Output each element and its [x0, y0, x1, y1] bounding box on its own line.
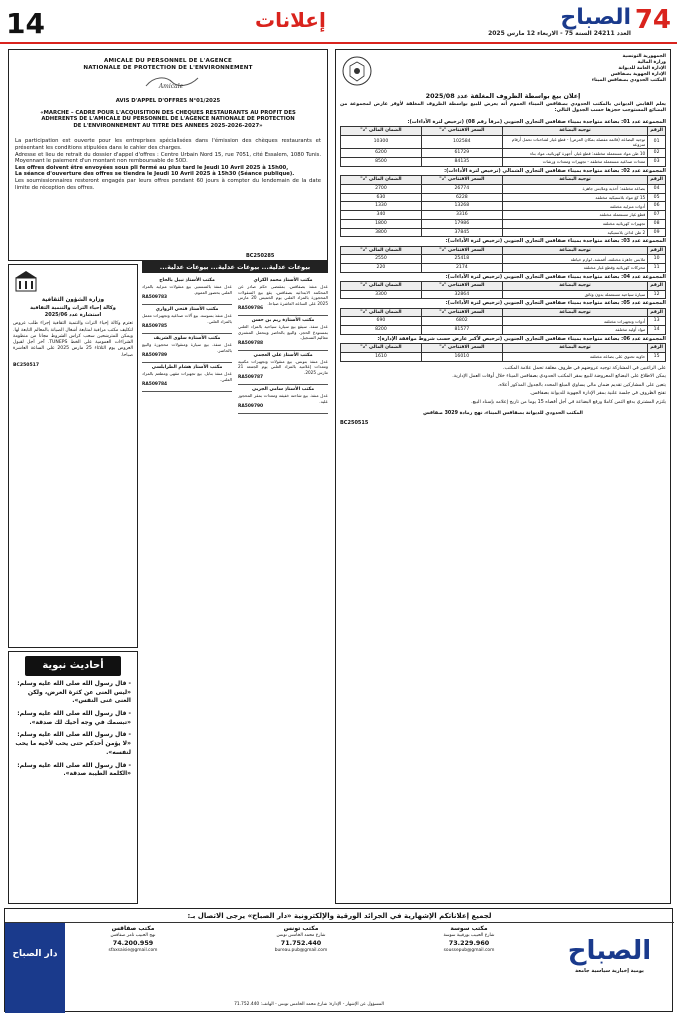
dar-assabah-logo: [5, 923, 65, 1013]
tender-note: يتعين على المشاركين تقديم ضمان مالي يساوي المبلغ المحدد بالجدول المذكور أعلاه.: [497, 382, 666, 388]
guarantee-amount: 1610: [341, 352, 422, 361]
lot-number: 10: [648, 255, 666, 264]
tender-note: على الراغبين في المشاركة توجيه عروضهم في ظروف مغلقة تحمل علامة المكتب.: [502, 365, 666, 371]
ministry-logo: [13, 268, 133, 297]
footer-bottom-line: المسؤول عن الإشهار - الإدارة: شارع محمد الخامس تونس - الهاتف: 71.752.440: [234, 1002, 384, 1007]
opening-price: 61729: [421, 149, 502, 158]
judicial-notice: [142, 276, 232, 305]
judicial-notice: [142, 305, 232, 334]
tender-note: يمكن الاطلاع على البضائع المعروضة للبيع بمقر المكتب الحدودي بصفاقس الميناء خلال أوقات العمل الإدارية.: [452, 374, 666, 380]
lot-number: 15: [648, 352, 666, 361]
lot-description: 2 طن لدائن بلاستيكية: [502, 228, 647, 237]
guarantee-amount: 690: [341, 317, 422, 326]
hadith-item: - قال رسول الله صلى الله عليه وسلم: «الكلمة الطيبة صدقة».: [17, 761, 131, 778]
page-footer: [4, 908, 673, 1012]
judicial-notice: [238, 351, 328, 386]
notice-body: عدل منفذ. سيقع بيع سيارة سياحية بالمزاد العلني بمستودع الحجز، والبيع بالحاضر ويتحمل المشتري معاليم التسجيل.: [238, 324, 328, 341]
lot-description: بضاعة مختلفة: أحذية وملابس جاهزة: [502, 184, 647, 193]
table-row: [341, 184, 666, 193]
opening-price: 3316: [421, 211, 502, 220]
column-header: السعر الافتتاحي "د": [421, 344, 502, 353]
agency-name: وكالة إحياء التراث والتنمية الثقافية: [30, 304, 116, 311]
section-title: إعلانات: [255, 8, 326, 32]
lot-number: 02: [648, 149, 666, 158]
column-header: السعر الافتتاحي "د": [421, 246, 502, 255]
group-label: المجموعة عدد 02: بضاعة متواجدة بميناء صفاقس التجاري الشمالي (ترخيص لترة الأداءات):: [444, 167, 666, 174]
table-row: [341, 149, 666, 158]
table-row: [341, 228, 666, 237]
ad-reference: BC250517: [13, 362, 40, 368]
lot-number: 05: [648, 193, 666, 202]
table-header-row: [341, 127, 666, 136]
issuer-line: وزارة المالية: [637, 59, 666, 65]
judicial-notice: [142, 363, 232, 392]
judicial-notice: [238, 316, 328, 351]
french-tender-ad: [8, 49, 328, 261]
office-phone: 74.200.959: [112, 939, 154, 948]
lots-table: [340, 175, 666, 237]
lot-description: محركات كهربائية وقطع غيار مختلفة: [502, 264, 647, 273]
notice-title: مكتب الأستاذ هشام الطرابلسي: [151, 364, 223, 370]
ad-reference: BC250285: [246, 253, 275, 259]
group-label: المجموعة عدد 01: بضاعة متواجدة بميناء صفاقس التجاري الجنوبي (مرفأ رقم 08) (ترخيص لترة الأداءات):: [407, 118, 666, 125]
notice-reference: RA509785: [142, 324, 168, 330]
office-email[interactable]: sfaxsaisie@gmail.com: [108, 947, 158, 953]
amicale-logo: [140, 74, 202, 90]
tender-groups: [336, 118, 670, 362]
culture-ministry-ad: [8, 264, 138, 648]
group-label: المجموعة عدد 06: بضاعة متواجدة بميناء صفاقس التجاري الجنوبي (ترخيص لأكبر عارض حسب شروط موافقة الإدارة):: [377, 335, 666, 342]
guarantee-amount: 2550: [341, 255, 422, 264]
dar-assabah-logo-text: دار الصباح: [12, 949, 58, 959]
office-title: مكتب سوسة: [450, 925, 488, 932]
notice-title: مكتب الأستاذ سامي الجربي: [251, 387, 315, 393]
column-header: توجيه البضاعة: [502, 308, 647, 317]
issuer-line: الإدارة العامة للديوانة: [618, 65, 666, 71]
guarantee-amount: 3800: [341, 228, 422, 237]
notice-title: مكتب الأستاذ فتحي الزواري: [155, 306, 219, 312]
masthead-logo: [371, 4, 671, 38]
column-header: توجيه البضاعة: [502, 246, 647, 255]
guarantee-amount: 6200: [341, 149, 422, 158]
lot-description: أدوات منزلية مختلفة: [502, 202, 647, 211]
notice-reference: RA509790: [238, 404, 264, 410]
table-row: [341, 264, 666, 273]
building-icon: [13, 268, 39, 294]
lot-description: توجيه البضاعة (قائمة مفصلة بمكان العرض) - قطع غيار لشاحنات تحمل أرقام منزوعة: [502, 135, 647, 149]
column-header: الرقم: [648, 344, 666, 353]
tender-notes: [336, 362, 670, 406]
lot-number: 09: [648, 228, 666, 237]
office-block: [73, 925, 193, 991]
column-header: الضمان المالي "د": [341, 127, 422, 136]
guarantee-amount: 3300: [341, 290, 422, 299]
lot-description: سيارة سياحية مستعملة بدون وثائق: [502, 290, 647, 299]
table-header-row: [341, 281, 666, 290]
column-header: الضمان المالي "د": [341, 176, 422, 185]
tender-title: إعلان بيع بواسطة الظروف المغلقة عدد 2025/08: [425, 92, 581, 100]
opening-price: 32864: [421, 290, 502, 299]
opening-price: 16010: [421, 352, 502, 361]
tender-intro: يعلم القابض الديواني بالمكتب الحدودي بصفاقس الميناء العموم أنه يعرض للبيع بواسطة الظروف المغلقة لأوفر عارض لمجموعة من البضائع المستوجب حجزها حسب الجدول التالي:: [340, 102, 666, 114]
lot-description: معدات صناعية مستعملة مختلفة - تجهيزات ومعدات ورشات: [502, 158, 647, 167]
notice-reference: RA509788: [238, 340, 264, 346]
lot-description: حاوية تحتوي على بضاعة مختلفة: [502, 352, 647, 361]
notice-title: مكتب الأستاذة ريم بن حسن: [251, 318, 315, 324]
lots-table: [340, 246, 666, 273]
column-header: توجيه البضاعة: [502, 281, 647, 290]
issuer-line: المكتب الحدودي بصفاقس الميناء: [591, 77, 666, 83]
page-header: [0, 0, 677, 44]
office-address: نهج الحبيب ثامر صفاقس: [110, 933, 156, 939]
office-block: [409, 925, 529, 991]
ad-para-1: La participation est ouverte pour les entreprises spécialisées dans l'émission des chèques restaurants et présentant les conditions stipulées dans le cahier des charges.: [15, 138, 321, 152]
table-row: [341, 211, 666, 220]
notice-body: عدل منفذ بنابل. بيع تجهيزات مقهى ومطعم بالمزاد العلني.: [142, 370, 232, 382]
org-line-2: NATIONALE DE PROTECTION DE L'ENVIRONNEMENT: [83, 64, 253, 71]
lot-number: 12: [648, 290, 666, 299]
lots-table: [340, 343, 666, 361]
lots-table: [340, 126, 666, 167]
lots-table: [340, 281, 666, 299]
tender-note: يلتزم المشتري بدفع الثمن كاملا ورفع البضاعة في أجل أقصاه 15 يوما من تاريخ إعلامه بإسناد البيع.: [471, 399, 666, 405]
opening-price: 17986: [421, 219, 502, 228]
table-row: [341, 193, 666, 202]
tender-note: تفتح الظروف في جلسة علنية بمقر الإدارة الجهوية للديوانة بصفاقس.: [529, 391, 666, 397]
notice-reference: RA509784: [142, 382, 168, 388]
lot-description: ملابس جاهزة مختلفة، أقمشة، لوازم خياطة: [502, 255, 647, 264]
group-label: المجموعة عدد 05: بضاعة متواجدة بميناء صفاقس التجاري الجنوبي (ترخيص لترة الأداءات):: [445, 300, 666, 307]
tender-office: المكتب الحدودي للديوانة بصفاقس الميناء، نهج رمادة 3029 صفاقس: [423, 410, 583, 416]
amicale-logo-text: Amicale: [158, 83, 184, 90]
table-row: [341, 202, 666, 211]
ad-para-4: La séance d'ouverture des offres se tiendra le Jeudi 10 Avril 2025 à 15h30 (Séance publique).: [15, 171, 295, 178]
table-header-row: [341, 344, 666, 353]
judicial-notice: [238, 385, 328, 414]
opening-price: 6802: [421, 317, 502, 326]
notice-body: عدل منفذ. بيع سيارة ومنقولات محجوزة والبيع بالحاضر.: [142, 342, 232, 353]
hadith-title: أحاديث نبوية: [25, 656, 121, 676]
judicial-ads-column: [142, 276, 232, 904]
consultation-number: استشارة عدد 2025/06: [44, 311, 102, 318]
column-header: الرقم: [648, 127, 666, 136]
emblem: [340, 54, 380, 88]
opening-price: 2174: [421, 264, 502, 273]
office-email[interactable]: bureau.pub@gmail.com: [274, 947, 328, 953]
assabah-tagline: يومية إخبارية سياسية جامعة: [575, 967, 644, 974]
column-header: السعر الافتتاحي "د": [421, 176, 502, 185]
office-address: شارع الحبيب بورقيبة سوسة: [443, 933, 495, 939]
org-line-1: AMICALE DU PERSONNEL DE L'AGENCE: [103, 58, 233, 64]
lot-number: 11: [648, 264, 666, 273]
office-block: [241, 925, 361, 991]
notice-body: عدل منفذ بتونس. بيع منقولات وتجهيزات مكتبية ومعدات إعلامية بالمزاد العلني يوم الجمعة 21 مارس 2025.: [238, 358, 328, 375]
table-header-row: [341, 176, 666, 185]
guarantee-amount: 1800: [341, 219, 422, 228]
opening-price: 6228: [421, 193, 502, 202]
office-title: مكتب تونس: [283, 925, 319, 932]
column-header: الضمان المالي "د": [341, 281, 422, 290]
notice-title: مكتب الأستاذ علي العجمي: [253, 352, 313, 358]
opening-price: 81577: [421, 326, 502, 335]
guarantee-amount: 340: [341, 211, 422, 220]
logo-name: الصباح: [560, 5, 631, 30]
hadith-box: [8, 651, 138, 904]
lot-description: 15 كغ مواد بلاستيكية مختلفة: [502, 193, 647, 202]
lot-number: 04: [648, 184, 666, 193]
ad-para-5: Les soumissionnaires resteront engagés par leurs offres pendant 60 jours à compter du lendemain de la date limite de réception des offres.: [15, 178, 321, 191]
guarantee-amount: 8500: [341, 158, 422, 167]
judicial-notice: [238, 276, 328, 316]
column-header: الرقم: [648, 281, 666, 290]
hadith-list: [9, 678, 137, 781]
guarantee-amount: 2700: [341, 184, 422, 193]
column-header: الضمان المالي "د": [341, 308, 422, 317]
notice-title: مكتب الأستاذ محمد الكراي: [253, 278, 313, 283]
column-header: السعر الافتتاحي "د": [421, 281, 502, 290]
notice-reference: RA509787: [238, 375, 264, 381]
opening-price: 13268: [421, 202, 502, 211]
notice-reference: RA509789: [142, 353, 168, 359]
office-phone: 71.752.440: [280, 939, 322, 948]
lot-description: 10 طن مواد مستعملة مختلفة: قطع غيار، أجهزة كهربائية، مواد بناء: [502, 149, 647, 158]
customs-tender-ad: [335, 49, 671, 904]
ad-para-3: Les offres doivent être envoyées sous pli fermé au plus tard le Jeudi 10 Avril 2025 à 15h00,: [15, 164, 289, 171]
lot-number: 01: [648, 135, 666, 149]
table-header-row: [341, 308, 666, 317]
page-number: 14: [6, 7, 45, 40]
judicial-sales-band: بيوعات عدلية... بيوعات عدلية... بيوعات عدلية...: [142, 261, 328, 273]
lot-number: 07: [648, 211, 666, 220]
amicale-logo-icon: [140, 74, 202, 90]
issuer-block: [592, 54, 666, 88]
table-row: [341, 158, 666, 167]
assabah-logo: [547, 923, 672, 1013]
table-row: [341, 326, 666, 335]
column-header: توجيه البضاعة: [502, 176, 647, 185]
lot-number: 14: [648, 326, 666, 335]
tender-reference: BC250515: [340, 420, 369, 427]
notice-body: عدل منفذ. بيع شاحنة خفيفة ومعدات بمقر المحجوز عليه.: [238, 393, 328, 404]
office-phone: 73.229.960: [448, 939, 490, 948]
guarantee-amount: 220: [341, 264, 422, 273]
column-header: الضمان المالي "د": [341, 344, 422, 353]
table-row: [341, 219, 666, 228]
column-header: السعر الافتتاحي "د": [421, 308, 502, 317]
group-label: المجموعة عدد 04: بضاعة متواجدة بميناء صفاقس التجاري الجنوبي (ترخيص لترة الأداءات):: [445, 273, 666, 280]
opening-price: 84135: [421, 158, 502, 167]
lot-description: أدوات وتجهيزات مختلفة: [502, 317, 647, 326]
column-header: توجيه البضاعة: [502, 127, 647, 136]
opening-price: 25418: [421, 255, 502, 264]
opening-price: 102584: [421, 135, 502, 149]
table-row: [341, 255, 666, 264]
table-header-row: [341, 246, 666, 255]
issuer-line: الجمهورية التونسية: [622, 54, 666, 59]
hadith-item: - قال رسول الله صلى الله عليه وسلم: «تبسمك في وجه أخيك لك صدقة».: [17, 710, 131, 726]
hadith-item: - قال رسول الله صلى الله عليه وسلم: «لا يؤمن أحدكم حتى يحب لأخيه ما يحب لنفسه».: [15, 731, 131, 756]
ministry-title: وزارة الشؤون الثقافية: [41, 297, 105, 304]
guarantee-amount: 10300: [341, 135, 422, 149]
lot-description: قطع غيار مستعملة مختلفة: [502, 211, 647, 220]
avis-title: AVIS D'APPEL D'OFFRES N°01/2025: [115, 97, 221, 104]
table-row: [341, 135, 666, 149]
guarantee-amount: 630: [341, 193, 422, 202]
guarantee-amount: 8200: [341, 326, 422, 335]
notice-body: عدل منفذ بالمنستير. بيع منقولات منزلية بالمزاد العلني بحضور العموم.: [142, 284, 232, 295]
column-header: الرقم: [648, 308, 666, 317]
lot-number: 13: [648, 317, 666, 326]
assabah-logo-text: الصباح: [567, 936, 652, 966]
guarantee-amount: 1330: [341, 202, 422, 211]
lot-number: 08: [648, 219, 666, 228]
column-header: الضمان المالي "د": [341, 246, 422, 255]
office-title: مكتب صفاقس: [111, 925, 155, 932]
hadith-item: - قال رسول الله صلى الله عليه وسلم: «ليس الغنى عن كثرة العرض، ولكن الغنى غنى النفس».: [17, 680, 131, 705]
lot-description: مواد أولية مختلفة: [502, 326, 647, 335]
lot-description: تجهيزات كهربائية مختلفة: [502, 219, 647, 228]
opening-price: 37845: [421, 228, 502, 237]
office-address: شارع محمد الخامس تونس: [276, 933, 326, 939]
notice-body: عدل منفذ بسوسة. بيع آلات صناعية وتجهيزات معمل بالمزاد العلني.: [142, 313, 232, 324]
footer-contact-line: لجميع إعلاناتكم الإشهارية في الجرائد الورقية والإلكترونية «دار الصباح» يرجى الاتصال بـ:: [5, 909, 674, 923]
lot-number: 06: [648, 202, 666, 211]
tunisia-emblem-icon: [340, 54, 374, 88]
group-label: المجموعة عدد 03: بضاعة متواجدة بميناء صفاقس التجاري الجنوبي (ترخيص لترة الأداءات):: [445, 238, 666, 245]
issuer-line: الإدارة الجهوية بصفاقس: [610, 71, 666, 77]
notice-body: عدل منفذ بصفاقس. بمقتضى حكم صادر عن المحكمة الابتدائية بصفاقس، يقع بيع المنقولات المحجوزة بالمزاد العلني يوم الخميس 20 مارس 2025 على الساعة العاشرة صباحا.: [238, 284, 328, 306]
table-row: [341, 352, 666, 361]
judicial-notice: [142, 334, 232, 363]
ad-subject: «MARCHE – CADRE POUR L'ACQUISITION DES CHEQUES RESTAURANTS AU PROFIT DES ADHERENTS DE L'AMICALE DU PERSONNEL DE L'AGENCE NATIONALE DE PROTECTION DE L'ENVIRONNEMENT AU TITRE DES ANNEES 2025-2026-2027»: [40, 109, 296, 129]
notice-reference: RA509786: [238, 306, 264, 312]
lots-table: [340, 308, 666, 335]
judicial-ads-column: [238, 276, 328, 904]
ad-body: تعتزم وكالة إحياء التراث والتنمية الثقافية إجراء طلب عروض لتكليف مكتب مراقبة لمتابعة أشغال الصيانة بالمعالم التابعة لها. ويمكن للمترشحين سحب كراس الشروط مجانا من منظومة الشراءات العمومية على الخط TUNEPS. آخر أجل لقبول العروض يوم الثلاثاء 25 مارس 2025 على الساعة العاشرة صباحا.: [13, 321, 133, 358]
notice-reference: RA509783: [142, 295, 168, 301]
column-header: الرقم: [648, 246, 666, 255]
notice-title: مكتب الأستاذة سلوى الشريف: [153, 335, 221, 341]
notice-title: مكتب الأستاذ نبيل بالحاج: [159, 278, 215, 283]
issue-line: العدد 24211 السنة 75 - الاربعاء 12 مارس 2025: [488, 30, 631, 37]
office-email[interactable]: soussepub@gmail.com: [443, 947, 495, 953]
column-header: توجيه البضاعة: [502, 344, 647, 353]
column-header: السعر الافتتاحي "د": [421, 127, 502, 136]
table-row: [341, 290, 666, 299]
column-header: الرقم: [648, 176, 666, 185]
logo-number: 74: [634, 5, 671, 35]
opening-price: 26774: [421, 184, 502, 193]
table-row: [341, 317, 666, 326]
ad-para-2: Adresse et lieu de retrait du dossier d'appel d'offres : Centre Urbain Nord 15, rue 7051, cité Essalem, 1080 Tunis. Moyennant le paiement d'un montant non remboursable de 50D.: [15, 151, 321, 165]
lot-number: 03: [648, 158, 666, 167]
